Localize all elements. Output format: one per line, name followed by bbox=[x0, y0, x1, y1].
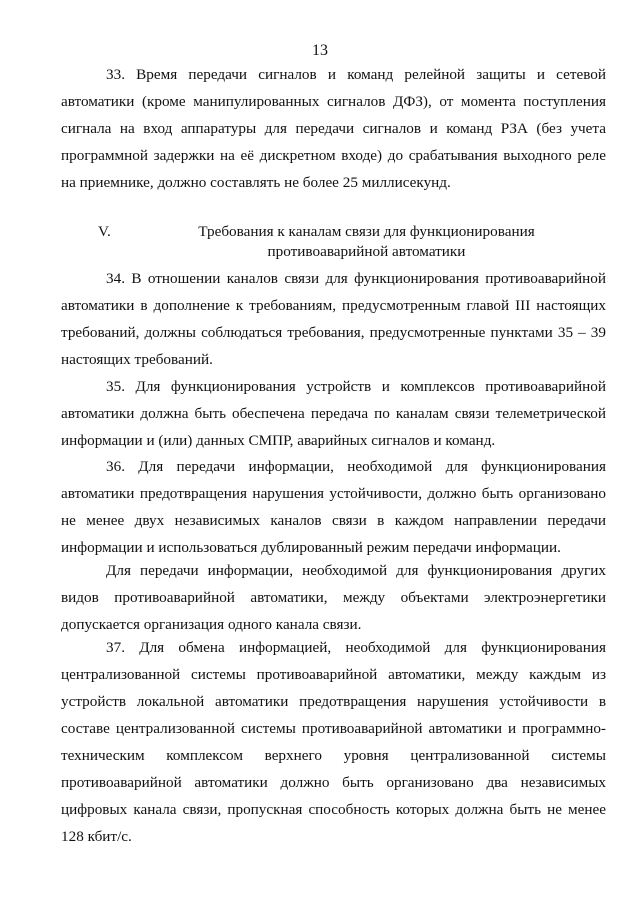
paragraph-36: 36. Для передачи информации, необходимой для функционирования автоматики предотвращения нарушения устойчивости, должно быть организовано не менее двух независимых каналов связи в каждом направлении передачи информации и использоваться дублированный режим передачи информации. bbox=[61, 458, 606, 556]
paragraph-34: 34. В отношении каналов связи для функционирования противоаварийной автоматики в дополнение к требованиям, предусмотренным главой III настоящих требований, должны соблюдаться требования, предусмотренные пунктами 35 – 39 настоящих требований. bbox=[61, 270, 606, 368]
section-title: Требования к каналам связи для функционирования противоаварийной автоматики bbox=[198, 223, 535, 260]
paragraph-33: 33. Время передачи сигналов и команд релейной защиты и сетевой автоматики (кроме манипулированных сигналов ДФЗ), от момента поступления сигнала на вход аппаратуры для передачи сигналов и команд РЗА (без учета программной задержки на её дискретном входе) до срабатывания выходного реле на приемнике, должно составлять не более 25 миллисекунд. bbox=[61, 66, 606, 191]
paragraph-36-continuation: Для передачи информации, необходимой для функционирования других видов противоаварийной автоматики, между объектами электроэнергетики допускается организация одного канала связи. bbox=[61, 562, 606, 633]
paragraph-35: 35. Для функционирования устройств и комплексов противоаварийной автоматики должна быть обеспечена передача по каналам связи телеметрической информации и (или) данных СМПР, аварийных сигналов и команд. bbox=[61, 378, 606, 449]
page-number: 13 bbox=[312, 42, 328, 59]
paragraph-37: 37. Для обмена информацией, необходимой для функционирования централизованной системы противоаварийной автоматики, между каждым из устройств локальной автоматики предотвращения нарушения устойчивости в составе централизованной системы противоаварийной автоматики и программно-техническим комплексом верхнего уровня централизованной системы противоаварийной автоматики должно быть организовано два независимых цифровых канала связи, пропускная способность которых должна быть не менее 128 кбит/с. bbox=[61, 639, 606, 845]
section-number: V. bbox=[98, 223, 111, 240]
